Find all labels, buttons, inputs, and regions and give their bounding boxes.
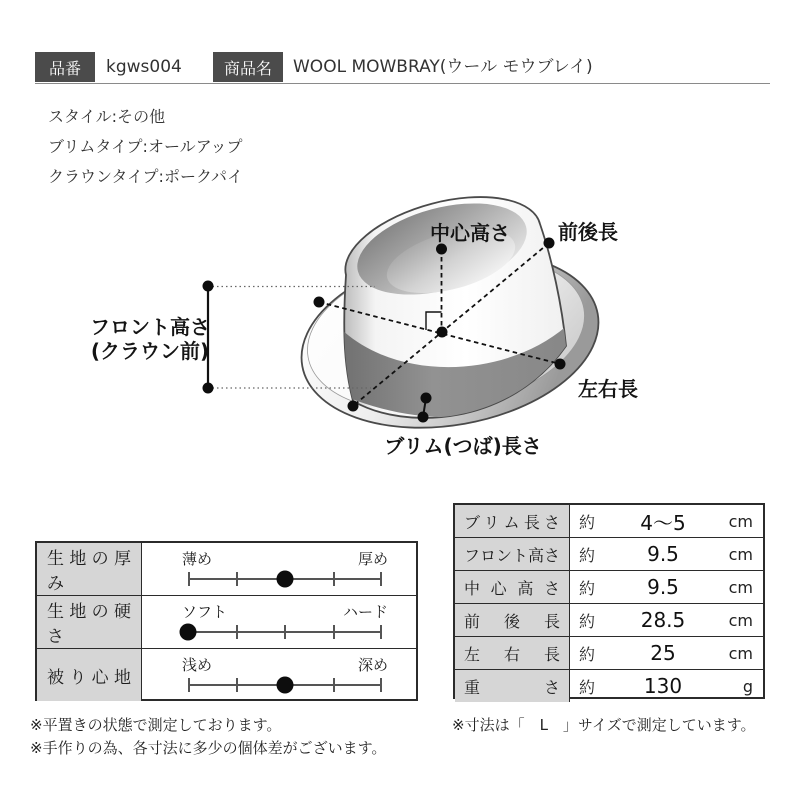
label-front-height: フロント高さ xyxy=(90,315,210,339)
slider-dot xyxy=(277,677,294,694)
rating-label-cell xyxy=(37,596,142,648)
approx-prefix: 約 xyxy=(579,644,596,664)
size-unit: cm xyxy=(728,577,753,597)
footnote-left xyxy=(30,714,386,760)
size-row-weight xyxy=(455,670,763,702)
label-center-height: 中心高さ xyxy=(430,221,510,245)
slider-track xyxy=(188,570,382,588)
rating-row-thickness xyxy=(37,543,416,596)
rating-label: 生地の硬さ xyxy=(47,602,131,647)
size-label: 前後長 xyxy=(464,611,560,631)
spec-crown-type: クラウンタイプ:ポークパイ xyxy=(48,167,243,186)
approx-prefix: 約 xyxy=(579,512,596,532)
size-label: ブリム長さ xyxy=(464,512,560,532)
product-name-label: 商品名 xyxy=(213,52,283,82)
size-value: 4〜5 xyxy=(640,510,686,535)
rating-label-cell xyxy=(37,649,142,701)
label-front-back-length: 前後長 xyxy=(558,220,618,244)
rating-slider xyxy=(142,543,416,595)
slider-max-label: 深め xyxy=(357,656,388,674)
slider-min-label: 薄め xyxy=(182,550,213,568)
size-row-left-right xyxy=(455,637,763,670)
size-unit: g xyxy=(742,676,753,696)
size-unit: cm xyxy=(728,610,753,630)
size-unit: cm xyxy=(728,544,753,564)
approx-prefix: 約 xyxy=(579,677,596,697)
rating-row-fit xyxy=(37,649,416,701)
size-value: 9.5 xyxy=(647,575,679,599)
approx-prefix: 約 xyxy=(579,578,596,598)
size-value: 9.5 xyxy=(647,542,679,566)
rating-label: 被り心地 xyxy=(47,667,131,688)
product-name-value: WOOL MOWBRAY(ウール モウブレイ) xyxy=(293,57,593,77)
slider-track xyxy=(188,623,382,641)
item-number-label: 品番 xyxy=(35,52,95,82)
rating-label: 生地の厚み xyxy=(47,549,131,594)
approx-prefix: 約 xyxy=(579,611,596,631)
label-brim-length: ブリム(つば)長さ xyxy=(384,434,542,458)
size-unit: cm xyxy=(728,511,753,531)
size-label: 左右長 xyxy=(464,644,560,664)
slider-max-label: ハード xyxy=(342,603,388,621)
approx-prefix: 約 xyxy=(579,545,596,565)
item-number-value: kgws004 xyxy=(106,57,182,77)
spec-brim-type: ブリムタイプ:オールアップ xyxy=(48,137,243,156)
header-divider xyxy=(35,83,770,84)
rating-slider xyxy=(142,649,416,701)
size-row-brim xyxy=(455,505,763,538)
size-value: 130 xyxy=(643,674,683,698)
label-front-height-sub: (クラウン前) xyxy=(90,339,210,363)
size-unit: cm xyxy=(728,643,753,663)
label-left-right-length: 左右長 xyxy=(578,377,638,401)
slider-max-label: 厚め xyxy=(357,550,388,568)
hat-measurement-diagram xyxy=(90,195,710,480)
size-label: フロント高さ xyxy=(464,545,561,565)
footnote-handmade: ※手作りの為、各寸法に多少の個体差がございます。 xyxy=(30,739,387,757)
size-label: 重さ xyxy=(464,677,560,697)
slider-dot xyxy=(277,571,294,588)
fabric-rating-table xyxy=(35,541,418,701)
slider-min-label: ソフト xyxy=(182,603,228,621)
slider-min-label: 浅め xyxy=(182,656,213,674)
size-label: 中心高さ xyxy=(464,578,560,598)
spec-style: スタイル:その他 xyxy=(48,107,166,126)
size-value: 28.5 xyxy=(640,608,686,632)
size-row-front-height xyxy=(455,538,763,571)
rating-row-hardness xyxy=(37,596,416,649)
slider-track xyxy=(188,676,382,694)
rating-slider xyxy=(142,596,416,648)
size-row-center-height xyxy=(455,571,763,604)
footnote-size-basis: ※寸法は「 L 」サイズで測定しています。 xyxy=(452,716,756,734)
size-row-front-back xyxy=(455,604,763,637)
size-table xyxy=(453,503,765,699)
rating-label-cell xyxy=(37,543,142,595)
size-value: 25 xyxy=(650,641,676,665)
footnote-measure: ※平置きの状態で測定しております。 xyxy=(30,716,282,734)
slider-dot xyxy=(180,624,197,641)
